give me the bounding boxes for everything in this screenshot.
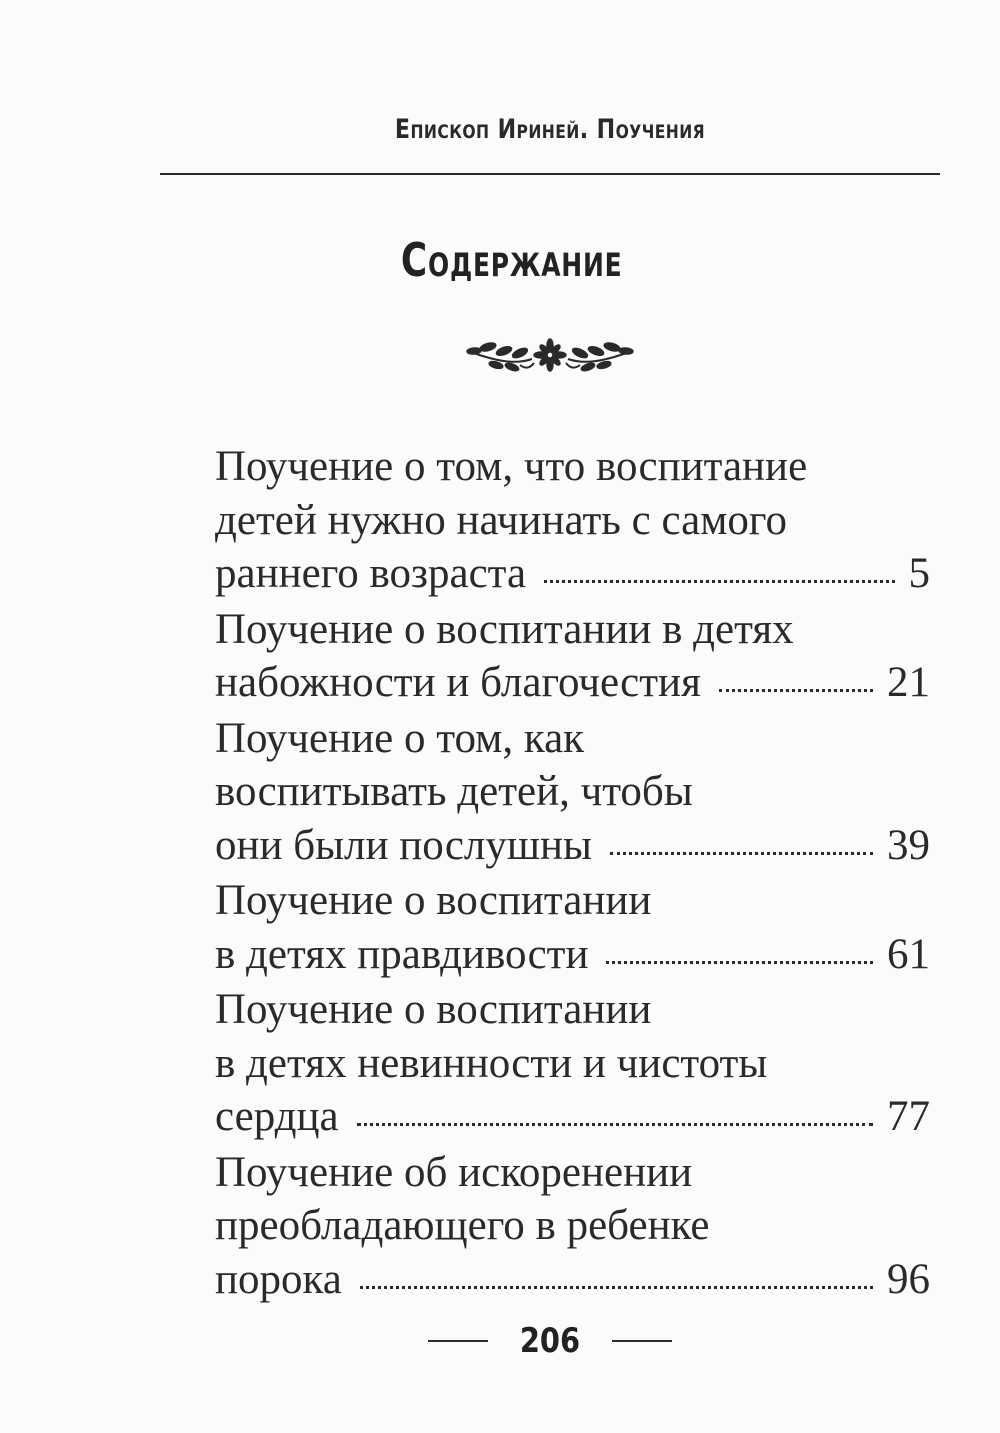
toc-entry-line: в детях невинности и чистоты [215,1039,768,1087]
table-of-contents [215,440,930,1308]
toc-entry-last-line [215,547,930,601]
page-title: Содержание [400,233,623,287]
folio-rule-left [428,1340,488,1342]
toc-entry-line: сердца [215,1093,339,1140]
toc-entry[interactable] [215,440,930,601]
toc-entry-last-line [215,1253,930,1307]
toc-entry-line: порока [215,1255,342,1303]
page-footer [0,1318,1000,1368]
toc-page-number: 96 [887,1255,930,1303]
toc-entry-line: воспитывать детей, чтобы [215,768,693,815]
toc-entry-line: Поучение об искоренении [215,1148,693,1196]
toc-entry[interactable] [215,1146,930,1307]
floral-ornament-icon [460,325,640,385]
toc-page-number: 21 [887,659,930,706]
running-head: Епископ Ириней. Поучения [394,114,706,145]
toc-entry-line: они были послушны [215,821,592,869]
toc-entry-last-line [215,928,930,982]
toc-entry-line: раннего возраста [215,550,527,597]
toc-entry-last-line [215,819,930,873]
dot-leader [544,580,894,583]
toc-page-number: 61 [887,930,930,978]
toc-entry-line: Поучение о том, что воспитание [215,443,808,490]
toc-entry-last-line [215,656,930,710]
toc-page-number: 77 [887,1093,930,1140]
toc-entry-line: Поучение о воспитании [215,877,652,924]
toc-entry-line: в детях правдивости [215,930,589,978]
toc-entry[interactable] [215,712,930,873]
toc-entry-last-line [215,1090,930,1144]
toc-entry-line: Поучение о воспитании в детях [215,605,794,653]
dot-leader [606,961,873,964]
toc-entry-line: набожности и благочестия [215,659,701,706]
dot-leader [719,689,873,692]
toc-page-number: 5 [908,550,930,597]
header-rule [160,173,940,175]
page-number: 206 [519,1321,581,1361]
toc-entry-line: Поучение о том, как [215,714,585,762]
toc-entry[interactable] [215,603,930,710]
toc-entry-line: детей нужно начинать с самого [215,496,787,544]
dot-leader [610,852,873,855]
toc-page-number: 39 [887,821,930,869]
folio-rule-right [612,1340,672,1342]
dot-leader [357,1123,873,1126]
toc-entry-line: Поучение о воспитании [215,986,652,1033]
dot-leader [360,1286,873,1289]
toc-entry[interactable] [215,983,930,1144]
toc-entry[interactable] [215,874,930,981]
toc-entry-line: преобладающего в ребенке [215,1202,710,1249]
